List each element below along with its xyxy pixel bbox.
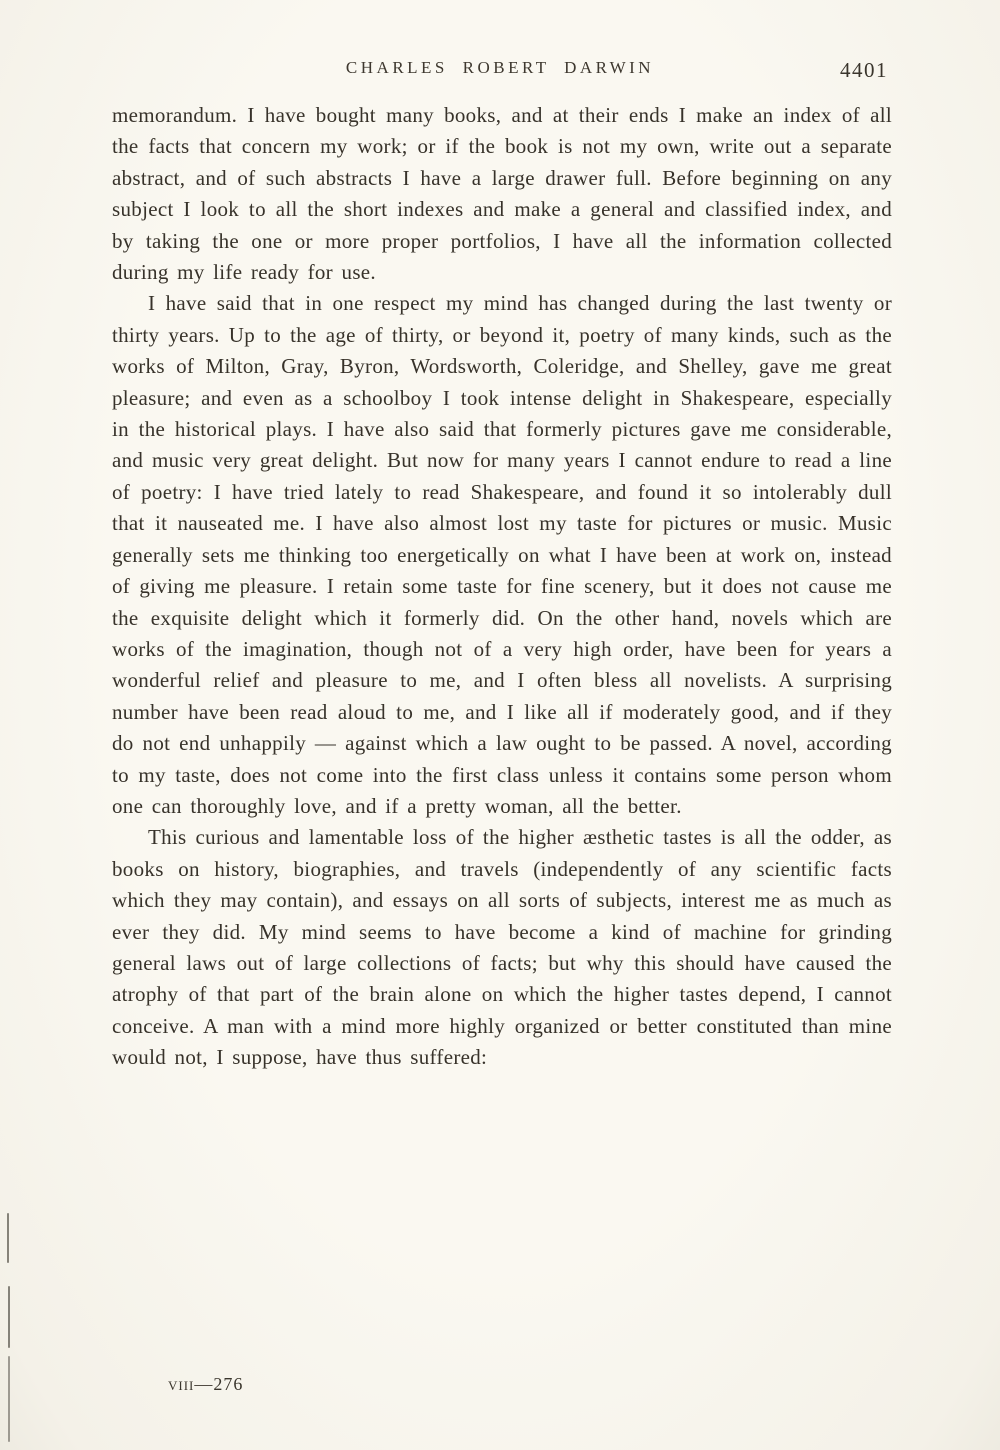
scan-artifact [7,1213,9,1263]
page-number: 4401 [840,58,888,82]
page-header [110,56,890,86]
running-title: CHARLES ROBERT DARWIN [345,58,655,77]
paragraph-mind-changed: I have said that in one respect my mind has changed during the last twenty or thirty years. Up to the age of thirty, or beyond it, poetry of many kinds, such as the works of Milton, Gray, Byron, Wordsworth, Coleridge, and Shelley, gave me great pleasure; and even as a schoolboy I took intense delight in Shakespeare, especially in the historical plays. I have also said that formerly pictures gave me considerable, and music very great delight. But now for many years I cannot endure to read a line of poetry: I have tried lately to read Shakespeare, and found it so intolerably dull that it nauseated me. I have also almost lost my taste for pictures or music. Music generally sets me thinking too energetically on what I have been at work on, instead of giving me pleasure. I retain some taste for fine scenery, but it does not cause me the exquisite delight which it formerly did. On the other hand, novels which are works of the imagination, though not of a very high order, have been for years a wonderful relief and pleasure to me, and I often bless all novelists. A surprising number have been read aloud to me, and I like all if moderately good, and if they do not end unhappily — against which a law ought to be passed. A novel, according to my taste, does not come into the first class unless it contains some person whom one can thoroughly love, and if a pretty woman, all the better. [112,291,892,818]
scan-artifact [8,1356,10,1442]
page-body [112,100,892,1074]
scan-artifact [8,1286,10,1348]
page-footer [168,1374,243,1395]
paragraph-memorandum: memorandum. I have bought many books, and at their ends I make an index of all the facts that concern my work; or if the book is not my own, write out a separate abstract, and of such abstracts I have a large drawer full. Before beginning on any subject I look to all the short indexes and make a general and classified index, and by taking the one or more proper portfolios, I have all the information collected during my life ready for use. [112,103,892,285]
paragraph-aesthetic-loss: This curious and lamentable loss of the higher æsthetic tastes is all the odder, as books on history, biographies, and travels (independently of any scientific facts which they may contain), and essays on all sorts of subjects, interest me as much as ever they did. My mind seems to have become a kind of machine for grinding general laws out of large collections of facts; but why this should have caused the atrophy of that part of the brain alone on which the higher tastes depend, I cannot conceive. A man with a mind more highly organized or better constituted than mine would not, I suppose, have thus suffered: [112,825,892,1070]
signature-mark: viii—276 [168,1374,244,1394]
